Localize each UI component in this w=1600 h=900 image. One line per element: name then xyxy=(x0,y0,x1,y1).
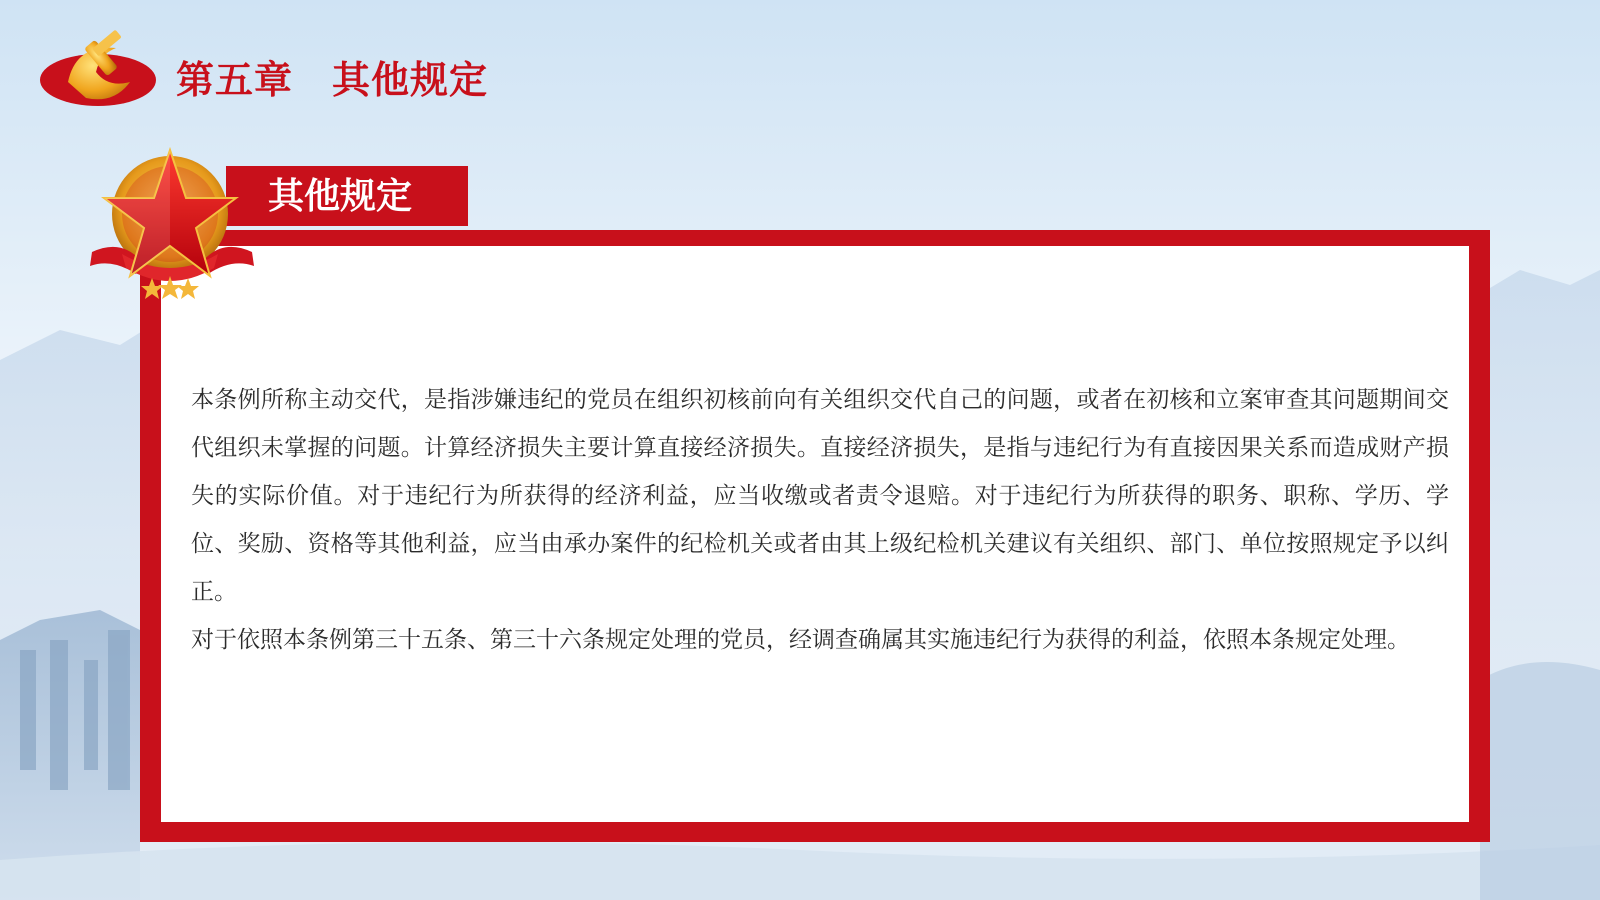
hammer-sickle-icon xyxy=(38,30,158,112)
section-title: 其他规定 xyxy=(226,166,468,226)
red-star-badge-icon xyxy=(82,142,262,304)
content-body xyxy=(191,376,1449,664)
content-frame xyxy=(140,230,1490,842)
chapter-title: 第五章 其他规定 xyxy=(176,57,489,102)
content-paragraph: 本条例所称主动交代，是指涉嫌违纪的党员在组织初核前向有关组织交代自己的问题，或者在初核和立案审查其问题期间交代组织未掌握的问题。计算经济损失主要计算直接经济损失。直接经济损失，是指与违纪行为有直接因果关系而造成财产损失的实际价值。对于违纪行为所获得的经济利益，应当收缴或者责令退赔。对于违纪行为所获得的职务、职称、学历、学位、奖励、资格等其他利益，应当由承办案件的纪检机关或者由其上级纪检机关建议有关组织、部门、单位按照规定予以纠正。 xyxy=(191,387,1449,605)
content-panel xyxy=(161,246,1469,822)
content-paragraph: 对于依照本条例第三十五条、第三十六条规定处理的党员，经调查确属其实施违纪行为获得的利益，依照本条规定处理。 xyxy=(191,627,1410,653)
